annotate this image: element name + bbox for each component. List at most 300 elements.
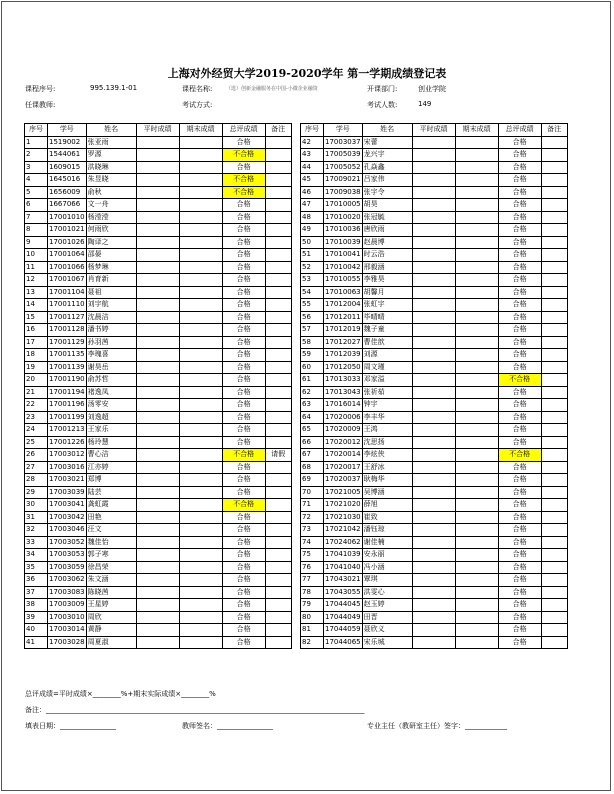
cell-final-score — [179, 261, 222, 274]
cell-final-score — [179, 336, 222, 349]
cell-final-score — [179, 161, 222, 174]
cell-student-id: 17003039 — [48, 486, 87, 499]
cell-no: 40 — [25, 624, 48, 637]
cell-student-id: 17003016 — [48, 461, 87, 474]
cell-no: 4 — [25, 174, 48, 187]
cell-total-score: 不合格 — [222, 449, 265, 462]
cell-total-score: 合格 — [498, 536, 541, 549]
cell-regular-score — [136, 599, 179, 612]
cell-note — [265, 199, 291, 212]
cell-no: 41 — [25, 636, 48, 649]
cell-final-score — [455, 536, 498, 549]
cell-name: 田艳 — [86, 511, 136, 524]
cell-final-score — [179, 236, 222, 249]
cell-total-score: 合格 — [222, 324, 265, 337]
table-row — [25, 361, 292, 374]
cell-note — [265, 524, 291, 537]
table-row — [25, 586, 292, 599]
cell-no: 74 — [301, 536, 324, 549]
cell-note — [541, 399, 567, 412]
grade-table-left — [24, 123, 292, 649]
col-header-total: 总评成绩 — [222, 124, 265, 137]
cell-final-score — [455, 374, 498, 387]
cell-regular-score — [136, 536, 179, 549]
cell-no: 43 — [301, 149, 324, 162]
cell-student-id: 17001213 — [48, 424, 87, 437]
cell-student-id: 17003042 — [48, 511, 87, 524]
cell-final-score — [455, 311, 498, 324]
cell-note — [541, 449, 567, 462]
cell-final-score — [179, 311, 222, 324]
table-row — [25, 399, 292, 412]
cell-student-id: 17010039 — [324, 236, 363, 249]
cell-regular-score — [136, 149, 179, 162]
cell-note — [265, 336, 291, 349]
cell-no: 12 — [25, 274, 48, 287]
cell-total-score: 合格 — [222, 274, 265, 287]
table-row — [301, 599, 568, 612]
cell-student-id: 17020037 — [324, 474, 363, 487]
cell-name: 钟宇 — [362, 399, 412, 412]
cell-note — [541, 261, 567, 274]
cell-final-score — [455, 174, 498, 187]
exam-count-label: 考试人数: — [367, 101, 398, 109]
cell-no: 48 — [301, 211, 324, 224]
cell-note — [265, 461, 291, 474]
cell-final-score — [455, 136, 498, 149]
col-header-regular: 平时成绩 — [412, 124, 455, 137]
cell-total-score: 合格 — [498, 599, 541, 612]
cell-name: 罗源 — [86, 149, 136, 162]
cell-no: 44 — [301, 161, 324, 174]
cell-no: 7 — [25, 211, 48, 224]
cell-no: 19 — [25, 361, 48, 374]
cell-student-id: 17010036 — [324, 224, 363, 237]
cell-note — [541, 599, 567, 612]
cell-final-score — [179, 324, 222, 337]
cell-final-score — [179, 349, 222, 362]
cell-total-score: 合格 — [498, 524, 541, 537]
cell-total-score: 合格 — [498, 299, 541, 312]
cell-no: 6 — [25, 199, 48, 212]
cell-name: 曹佳歆 — [362, 336, 412, 349]
cell-student-id: 17010055 — [324, 274, 363, 287]
cell-total-score: 合格 — [498, 399, 541, 412]
cell-no: 39 — [25, 611, 48, 624]
cell-final-score — [455, 424, 498, 437]
table-row — [25, 186, 292, 199]
cell-final-score — [179, 299, 222, 312]
cell-note — [265, 311, 291, 324]
cell-name: 覃琪 — [362, 574, 412, 587]
table-row — [301, 474, 568, 487]
cell-total-score: 合格 — [498, 499, 541, 512]
table-row — [301, 561, 568, 574]
cell-regular-score — [136, 386, 179, 399]
director-signature: 专业主任（教研室主任）签字：____________ — [367, 722, 507, 730]
cell-note — [541, 361, 567, 374]
cell-regular-score — [412, 524, 455, 537]
cell-total-score: 合格 — [222, 636, 265, 649]
cell-regular-score — [412, 461, 455, 474]
cell-total-score: 合格 — [222, 224, 265, 237]
cell-final-score — [179, 536, 222, 549]
cell-no: 59 — [301, 349, 324, 362]
cell-note — [541, 374, 567, 387]
cell-no: 63 — [301, 399, 324, 412]
table-row — [301, 261, 568, 274]
table-row — [25, 474, 292, 487]
cell-student-id: 17009021 — [324, 174, 363, 187]
cell-no: 8 — [25, 224, 48, 237]
cell-no: 72 — [301, 511, 324, 524]
cell-total-score: 合格 — [222, 611, 265, 624]
cell-name: 汪文 — [86, 524, 136, 537]
cell-final-score — [455, 261, 498, 274]
cell-note — [265, 274, 291, 287]
cell-name: 邓家溢 — [362, 374, 412, 387]
cell-final-score — [455, 386, 498, 399]
cell-regular-score — [136, 399, 179, 412]
cell-final-score — [455, 436, 498, 449]
cell-note — [541, 386, 567, 399]
col-header-no: 序号 — [25, 124, 48, 137]
cell-total-score: 合格 — [222, 561, 265, 574]
cell-note — [541, 336, 567, 349]
table-row — [301, 149, 568, 162]
table-row — [25, 174, 292, 187]
cell-total-score: 合格 — [222, 136, 265, 149]
cell-total-score: 不合格 — [222, 186, 265, 199]
cell-final-score — [455, 461, 498, 474]
cell-name: 谢昊岳 — [86, 361, 136, 374]
cell-total-score: 不合格 — [222, 149, 265, 162]
cell-note — [541, 499, 567, 512]
cell-final-score — [455, 561, 498, 574]
exam-count: 149 — [418, 100, 432, 108]
cell-total-score: 合格 — [498, 411, 541, 424]
col-header-final: 期末成绩 — [455, 124, 498, 137]
cell-total-score: 不合格 — [222, 174, 265, 187]
cell-student-id: 1519002 — [48, 136, 87, 149]
cell-note — [265, 636, 291, 649]
cell-name: 洪雯心 — [362, 586, 412, 599]
cell-student-id: 17021020 — [324, 499, 363, 512]
cell-final-score — [455, 361, 498, 374]
table-row — [301, 461, 568, 474]
cell-name: 毕晴晴 — [362, 311, 412, 324]
cell-note — [265, 511, 291, 524]
cell-student-id: 17003021 — [48, 474, 87, 487]
table-row — [301, 499, 568, 512]
cell-name: 沈思扬 — [362, 436, 412, 449]
cell-regular-score — [412, 211, 455, 224]
cell-no: 57 — [301, 324, 324, 337]
cell-total-score: 合格 — [498, 549, 541, 562]
cell-student-id: 1645016 — [48, 174, 87, 187]
cell-regular-score — [412, 236, 455, 249]
cell-total-score: 合格 — [498, 636, 541, 649]
table-row — [301, 524, 568, 537]
cell-name: 张祈茹 — [362, 386, 412, 399]
cell-total-score: 合格 — [498, 211, 541, 224]
cell-total-score: 合格 — [498, 461, 541, 474]
cell-total-score: 合格 — [222, 474, 265, 487]
table-row — [25, 386, 292, 399]
cell-name: 吴博涵 — [362, 486, 412, 499]
cell-final-score — [455, 549, 498, 562]
table-row — [301, 399, 568, 412]
cell-final-score — [179, 499, 222, 512]
col-header-total: 总评成绩 — [498, 124, 541, 137]
cell-final-score — [179, 186, 222, 199]
cell-regular-score — [412, 474, 455, 487]
cell-name: 潘书婷 — [86, 324, 136, 337]
cell-final-score — [179, 199, 222, 212]
cell-final-score — [455, 449, 498, 462]
cell-student-id: 17010042 — [324, 261, 363, 274]
table-row — [25, 611, 292, 624]
table-row — [25, 224, 292, 237]
cell-name: 龚虹霞 — [86, 499, 136, 512]
table-row — [25, 636, 292, 649]
table-row — [25, 199, 292, 212]
course-no-label: 课程序号: — [25, 85, 56, 93]
table-row — [25, 461, 292, 474]
cell-student-id: 17001067 — [48, 274, 87, 287]
cell-regular-score — [136, 449, 179, 462]
table-row — [25, 499, 292, 512]
cell-total-score: 合格 — [222, 424, 265, 437]
cell-total-score: 合格 — [498, 586, 541, 599]
cell-no: 61 — [301, 374, 324, 387]
cell-total-score: 合格 — [498, 286, 541, 299]
cell-no: 76 — [301, 561, 324, 574]
cell-student-id: 17044045 — [324, 599, 363, 612]
cell-student-id: 17044059 — [324, 624, 363, 637]
cell-student-id: 17012019 — [324, 324, 363, 337]
cell-regular-score — [412, 174, 455, 187]
cell-student-id: 17010020 — [324, 211, 363, 224]
cell-final-score — [179, 574, 222, 587]
cell-note — [265, 536, 291, 549]
cell-name: 胡馨月 — [362, 286, 412, 299]
cell-regular-score — [412, 224, 455, 237]
cell-regular-score — [412, 361, 455, 374]
cell-regular-score — [412, 436, 455, 449]
cell-regular-score — [136, 224, 179, 237]
cell-total-score: 合格 — [498, 561, 541, 574]
cell-student-id: 17021030 — [324, 511, 363, 524]
cell-regular-score — [412, 611, 455, 624]
cell-no: 16 — [25, 324, 48, 337]
cell-note — [541, 136, 567, 149]
cell-regular-score — [136, 636, 179, 649]
table-row — [25, 511, 292, 524]
cell-total-score: 合格 — [222, 549, 265, 562]
table-row — [301, 536, 568, 549]
cell-name: 洪晓琳 — [86, 161, 136, 174]
table-row — [301, 274, 568, 287]
cell-name: 谢佳楠 — [362, 536, 412, 549]
cell-note — [541, 211, 567, 224]
cell-no: 29 — [25, 486, 48, 499]
table-row — [301, 374, 568, 387]
cell-note — [265, 399, 291, 412]
table-row — [301, 574, 568, 587]
table-row — [25, 274, 292, 287]
cell-note — [541, 524, 567, 537]
cell-total-score: 合格 — [498, 486, 541, 499]
cell-final-score — [179, 461, 222, 474]
cell-note — [541, 624, 567, 637]
cell-total-score: 合格 — [222, 436, 265, 449]
cell-name: 陈晓茜 — [86, 586, 136, 599]
cell-no: 67 — [301, 449, 324, 462]
cell-note — [541, 411, 567, 424]
table-row — [25, 436, 292, 449]
cell-final-score — [455, 286, 498, 299]
cell-total-score: 不合格 — [498, 374, 541, 387]
cell-regular-score — [136, 424, 179, 437]
cell-name: 吕家伟 — [362, 174, 412, 187]
cell-no: 36 — [25, 574, 48, 587]
cell-final-score — [179, 149, 222, 162]
cell-note — [265, 261, 291, 274]
cell-regular-score — [412, 274, 455, 287]
cell-regular-score — [412, 286, 455, 299]
cell-no: 80 — [301, 611, 324, 624]
cell-student-id: 17001128 — [48, 324, 87, 337]
cell-total-score: 合格 — [498, 474, 541, 487]
cell-no: 64 — [301, 411, 324, 424]
cell-final-score — [179, 136, 222, 149]
cell-student-id: 17012039 — [324, 349, 363, 362]
table-row — [301, 136, 568, 149]
cell-note — [541, 224, 567, 237]
cell-note — [265, 599, 291, 612]
cell-final-score — [455, 511, 498, 524]
cell-regular-score — [136, 299, 179, 312]
cell-no: 31 — [25, 511, 48, 524]
cell-no: 53 — [301, 274, 324, 287]
table-row — [301, 511, 568, 524]
cell-name: 郭子寒 — [86, 549, 136, 562]
cell-name: 张亚雨 — [86, 136, 136, 149]
cell-name: 王星婷 — [86, 599, 136, 612]
cell-no: 30 — [25, 499, 48, 512]
cell-regular-score — [412, 324, 455, 337]
cell-final-score — [455, 199, 498, 212]
cell-total-score: 合格 — [498, 611, 541, 624]
cell-regular-score — [412, 336, 455, 349]
cell-regular-score — [136, 461, 179, 474]
cell-student-id: 17003083 — [48, 586, 87, 599]
cell-name: 朱昱晓 — [86, 174, 136, 187]
cell-final-score — [179, 486, 222, 499]
table-row — [25, 599, 292, 612]
cell-regular-score — [136, 486, 179, 499]
cell-note — [541, 274, 567, 287]
cell-no: 27 — [25, 461, 48, 474]
cell-student-id: 17021042 — [324, 524, 363, 537]
cell-no: 38 — [25, 599, 48, 612]
cell-final-score — [455, 299, 498, 312]
cell-note — [541, 349, 567, 362]
cell-regular-score — [136, 511, 179, 524]
cell-no: 5 — [25, 186, 48, 199]
cell-no: 26 — [25, 449, 48, 462]
cell-final-score — [455, 574, 498, 587]
table-row — [25, 486, 292, 499]
cell-note — [265, 386, 291, 399]
table-row — [25, 136, 292, 149]
cell-note — [541, 286, 567, 299]
cell-regular-score — [136, 524, 179, 537]
cell-note — [265, 299, 291, 312]
cell-name: 田晋 — [362, 611, 412, 624]
cell-no: 24 — [25, 424, 48, 437]
cell-name: 杨梦琳 — [86, 261, 136, 274]
cell-total-score: 合格 — [222, 386, 265, 399]
cell-total-score: 合格 — [222, 299, 265, 312]
cell-total-score: 合格 — [498, 249, 541, 262]
cell-note — [265, 186, 291, 199]
cell-no: 10 — [25, 249, 48, 262]
cell-student-id: 17041040 — [324, 561, 363, 574]
cell-name: 唐欣雨 — [362, 224, 412, 237]
cell-regular-score — [412, 486, 455, 499]
cell-regular-score — [136, 174, 179, 187]
cell-note — [541, 161, 567, 174]
cell-total-score: 合格 — [498, 574, 541, 587]
cell-name: 陶译之 — [86, 236, 136, 249]
cell-note — [265, 611, 291, 624]
cell-student-id: 17010005 — [324, 199, 363, 212]
table-row — [301, 336, 568, 349]
cell-student-id: 17043021 — [324, 574, 363, 587]
cell-note — [265, 211, 291, 224]
cell-note — [541, 611, 567, 624]
cell-regular-score — [412, 399, 455, 412]
cell-regular-score — [412, 449, 455, 462]
cell-total-score: 合格 — [498, 236, 541, 249]
cell-no: 32 — [25, 524, 48, 537]
cell-student-id: 17009038 — [324, 186, 363, 199]
cell-student-id: 17003012 — [48, 449, 87, 462]
table-row — [25, 449, 292, 462]
cell-student-id: 17001064 — [48, 249, 87, 262]
cell-note — [265, 624, 291, 637]
cell-no: 56 — [301, 311, 324, 324]
cell-total-score: 不合格 — [222, 499, 265, 512]
table-row — [25, 161, 292, 174]
cell-student-id: 17044065 — [324, 636, 363, 649]
cell-total-score: 合格 — [498, 324, 541, 337]
cell-no: 73 — [301, 524, 324, 537]
cell-name: 王舒冰 — [362, 461, 412, 474]
cell-total-score: 合格 — [498, 361, 541, 374]
cell-name: 胡昊 — [362, 199, 412, 212]
table-row — [301, 349, 568, 362]
score-formula: 总评成绩=平时成绩×________%+期末实际成绩×________% — [25, 690, 216, 698]
cell-regular-score — [136, 574, 179, 587]
cell-total-score: 合格 — [222, 511, 265, 524]
cell-note — [541, 236, 567, 249]
cell-regular-score — [136, 274, 179, 287]
cell-no: 11 — [25, 261, 48, 274]
cell-regular-score — [136, 249, 179, 262]
